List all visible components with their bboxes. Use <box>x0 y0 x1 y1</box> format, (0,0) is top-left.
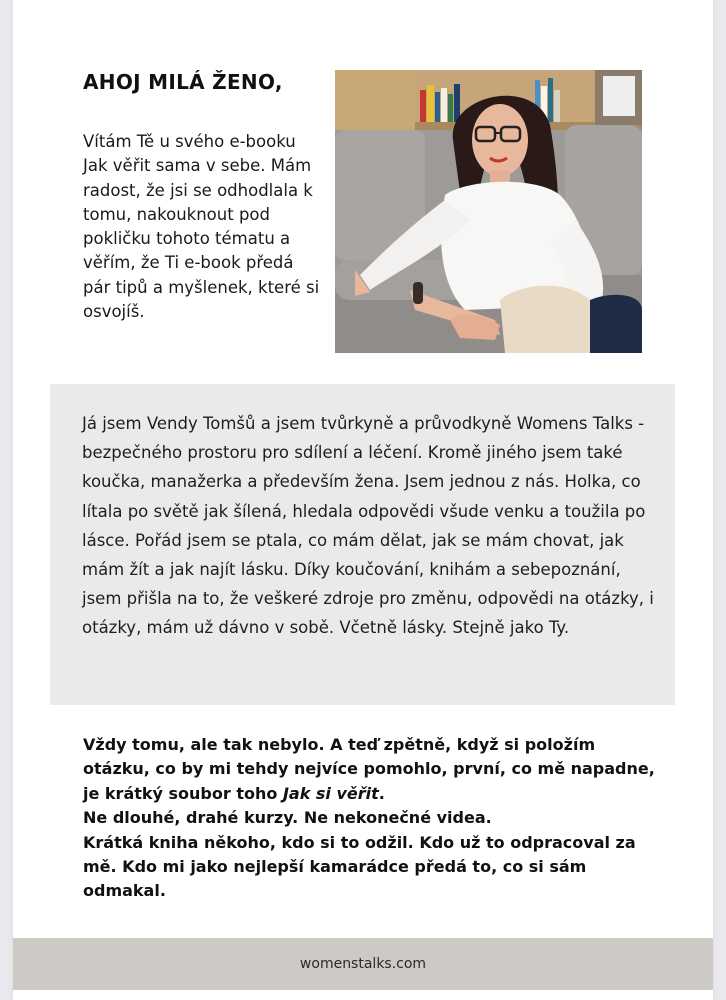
closing-paragraph-3: Krátká kniha někoho, kdo si to odžil. Kdo už to odpracoval za mě. Kdo mi jako nejlepší kamarádce předá to, co si sám odmakal. <box>83 832 636 901</box>
ebook-page <box>13 0 713 1000</box>
about-author-text: Já jsem Vendy Tomšů a jsem tvůrkyně a průvodkyně Womens Talks - bezpečného prostoru pro sdílení a léčení. Kromě jiného jsem také koučka, manažerka a především žena. Jsem jednou z nás. Holka, co lítala po světě jak šílená, hledala odpovědi všude venku a toužila po lásce. Pořád jsem se ptala, co mám dělat, jak se mám chovat, jak mám žít a jak najít lásku. Díky koučování, knihám a sebepoznání, jsem přišla na to, že veškeré zdroje pro změnu, odpovědi na otázky, i otázky, mám už dávno v sobě. Včetně lásky. Stejně jako Ty. <box>82 414 654 638</box>
about-author-box <box>50 384 675 705</box>
intro-paragraph: Vítám Tě u svého e-booku Jak věřit sama v sebe. Mám radost, že jsi se odhodlala k tomu, nakouknout pod pokličku tohoto tématu a věřím, že Ti e-book předá pár tipů a myšlenek, které si osvojíš. <box>83 132 320 322</box>
website-url: womenstalks.com <box>299 956 427 972</box>
author-photo <box>335 70 642 353</box>
closing-text-end: . <box>378 783 385 803</box>
closing-text-start: Vždy tomu, ale tak nebylo. A teď zpětně, když si položím otázku, co by mi tehdy nejvíce pomohlo, první, co mě napadne, je krátký soubor toho <box>83 735 655 803</box>
ebook-title-italic: Jak si věřit <box>282 783 379 803</box>
closing-paragraph-2: Ne dlouhé, drahé kurzy. Ne nekonečné videa. <box>83 808 492 828</box>
page-title: AHOJ MILÁ ŽENO, <box>83 70 283 94</box>
footer-bar <box>13 938 713 990</box>
closing-section <box>83 733 658 904</box>
closing-paragraph-1 <box>83 733 658 806</box>
